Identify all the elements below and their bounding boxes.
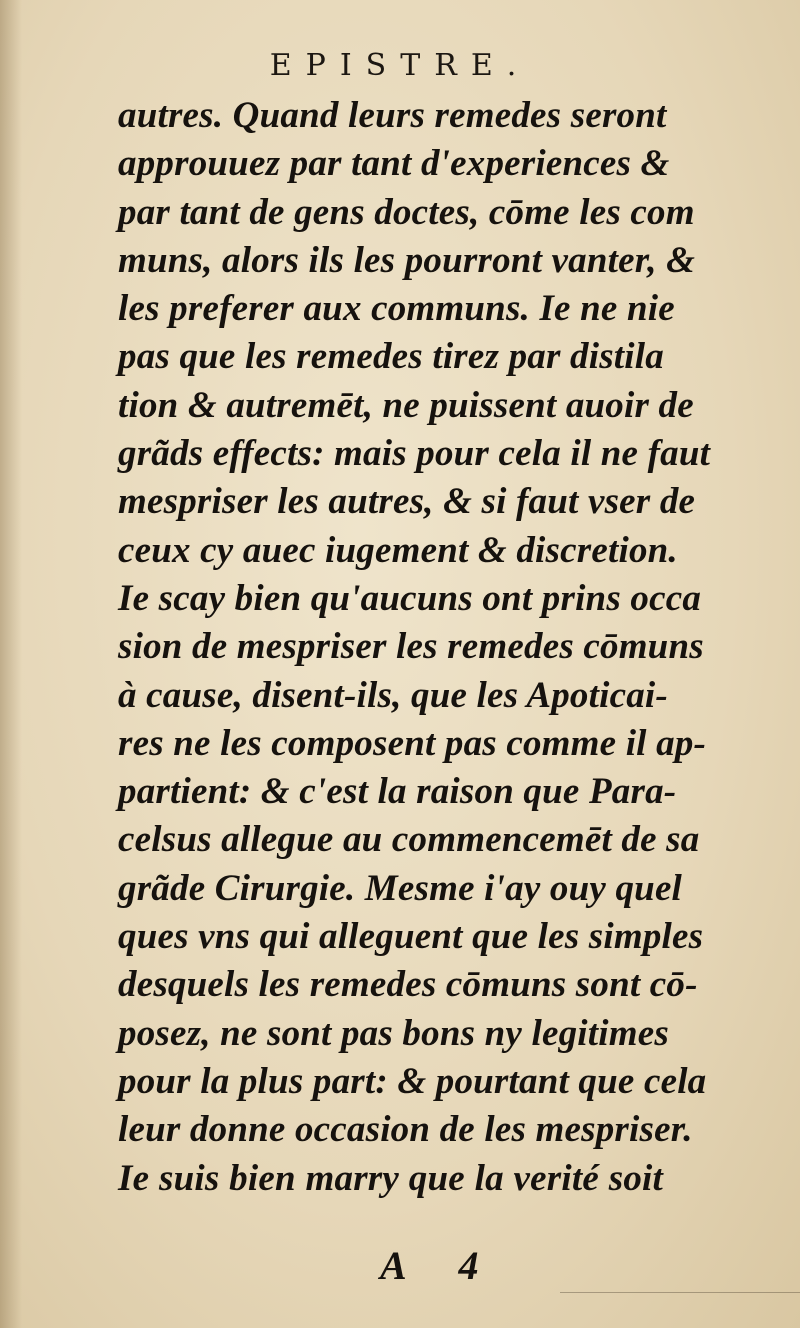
text-line: par tant de gens doctes, cōme les com (118, 191, 695, 233)
text-line: autres. Quand leurs remedes seront (118, 95, 667, 136)
text-line: pas que les remedes tirez par distila (118, 336, 664, 378)
text-line: pour la plus part: & pourtant que cela (118, 1060, 707, 1102)
text-line: les preferer aux communs. Ie ne nie (118, 288, 675, 330)
text-line: Ie suis bien marry que la verité soit (118, 1157, 663, 1199)
text-line: ceux cy auec iugement & discretion. (118, 529, 678, 571)
text-line: sion de mespriser les remedes cōmuns (118, 626, 704, 668)
text-line: muns, alors ils les pourront vanter, & (118, 239, 696, 281)
text-line: posez, ne sont pas bons ny legitimes (118, 1012, 669, 1054)
text-line: grãde Cirurgie. Mesme i'ay ouy quel (118, 867, 683, 909)
text-line: res ne les composent pas comme il ap- (118, 722, 707, 764)
signature-mark: A 4 (380, 1243, 501, 1288)
body-text (118, 92, 711, 1203)
text-line: desquels les remedes cōmuns sont cō- (118, 964, 698, 1006)
text-line: leur donne occasion de les mespriser. (118, 1109, 693, 1151)
text-line: celsus allegue au commencemēt de sa (118, 819, 700, 861)
bottom-rule (560, 1292, 800, 1293)
text-line: ques vns qui alleguent que les simples (118, 916, 704, 958)
text-line: partient: & c'est la raison que Para- (118, 771, 677, 813)
text-line: approuuez par tant d'experiences & (118, 143, 670, 185)
text-line: tion & autremēt, ne puissent auoir de (118, 384, 694, 426)
running-head: EPISTRE. (269, 48, 531, 83)
text-line: Ie scay bien qu'aucuns ont prins occa (118, 577, 702, 619)
text-line: grãds effects: mais pour cela il ne faut (118, 433, 711, 475)
page-gutter-shadow (0, 0, 22, 1328)
text-line: mespriser les autres, & si faut vser de (118, 481, 696, 523)
text-line: à cause, disent-ils, que les Apoticai- (118, 674, 668, 716)
